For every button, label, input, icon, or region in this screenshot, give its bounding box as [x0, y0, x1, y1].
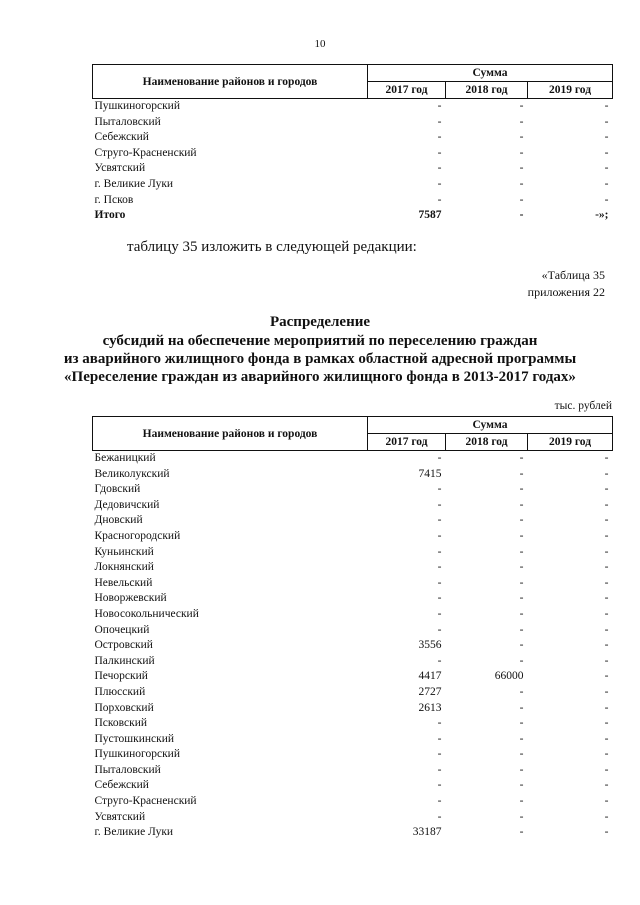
page-number: 10	[314, 38, 326, 50]
amount-2019: -	[604, 685, 609, 698]
header-name: Наименование районов и городов	[93, 65, 368, 99]
district-name: Себежский	[94, 779, 149, 792]
amount-2018: -	[519, 623, 524, 636]
district-name: Палкинский	[94, 654, 155, 667]
district-name: Струго-Красненский	[94, 795, 197, 808]
amount-2018: -	[519, 701, 524, 714]
amount-2019: -	[604, 826, 609, 839]
district-name: г. Великие Луки	[94, 177, 174, 190]
amount-2018: -	[519, 483, 524, 496]
table-row	[93, 623, 613, 639]
amount-2018: -	[519, 529, 524, 542]
amount-2019: -»;	[595, 209, 609, 222]
amount-2019: -	[604, 467, 609, 480]
table-row	[93, 763, 613, 779]
amount-2019: -	[604, 545, 609, 558]
amount-2018: -	[519, 452, 524, 464]
amendment-paragraph: таблицу 35 изложить в следующей редакции:	[127, 239, 417, 255]
table-row	[93, 146, 613, 162]
amount-2018: -	[519, 748, 524, 761]
amount-2017: -	[437, 576, 442, 589]
district-name: Порховский	[94, 701, 154, 714]
amount-2018: -	[519, 100, 524, 112]
amount-2019: -	[604, 592, 609, 605]
title-line: из аварийного жилищного фонда в рамках областной адресной программы	[63, 351, 577, 367]
district-name: Великолукский	[94, 467, 170, 480]
header-2018: 2018 год	[446, 434, 528, 451]
amount-2018: -	[519, 607, 524, 620]
header-2017: 2017 год	[368, 82, 446, 99]
table-row	[93, 560, 613, 576]
amount-2017: -	[437, 654, 442, 667]
title-line: «Переселение граждан из аварийного жилищного фонда в 2013-2017 годах»	[64, 369, 576, 385]
table-row	[93, 467, 613, 483]
table-row	[93, 529, 613, 545]
amount-2018: -	[519, 146, 524, 159]
amount-2018: 66000	[494, 670, 524, 683]
amount-2019: -	[604, 452, 609, 464]
amount-2019: -	[604, 639, 609, 652]
amount-2018: -	[519, 545, 524, 558]
district-name: Опочецкий	[94, 623, 150, 636]
amount-2018: -	[519, 467, 524, 480]
amount-2017: -	[437, 779, 442, 792]
district-name: Новосокольнический	[94, 607, 199, 620]
amount-2017: -	[437, 717, 442, 730]
amount-2017: -	[437, 592, 442, 605]
table-row	[93, 825, 613, 841]
amount-2018: -	[519, 177, 524, 190]
table-row	[93, 177, 613, 193]
amount-2019: -	[604, 483, 609, 496]
amount-2017: -	[437, 115, 442, 128]
table-row	[93, 638, 613, 654]
amount-2018: -	[519, 795, 524, 808]
amount-2019: -	[604, 576, 609, 589]
header-sum: Сумма	[368, 417, 613, 434]
district-name: Пыталовский	[94, 763, 161, 776]
district-name: Пустошкинский	[94, 732, 175, 745]
header-2018: 2018 год	[446, 82, 528, 99]
amount-2019: -	[604, 162, 609, 175]
amount-2018: -	[519, 826, 524, 839]
amount-2019: -	[604, 115, 609, 128]
district-name: Пушкиногорский	[94, 100, 180, 112]
district-name: Дедовичский	[94, 498, 160, 511]
table-row	[93, 513, 613, 529]
table-row	[93, 208, 613, 224]
district-name: Гдовский	[94, 483, 141, 496]
district-name: Усвятский	[94, 162, 146, 175]
amount-2017: -	[437, 131, 442, 144]
district-name: г. Псков	[94, 193, 134, 206]
amount-2017: -	[437, 146, 442, 159]
table-row	[93, 451, 613, 467]
district-name: Новоржевский	[94, 592, 167, 605]
table-row	[93, 794, 613, 810]
unit-label: тыс. рублей	[554, 400, 612, 412]
amount-2018: -	[519, 779, 524, 792]
district-name: Печорский	[94, 670, 148, 683]
district-name: Пыталовский	[94, 115, 161, 128]
district-name: Дновский	[94, 514, 143, 527]
table-row	[93, 747, 613, 763]
district-name: Островский	[94, 639, 153, 652]
table-row	[93, 732, 613, 748]
table-continuation	[92, 64, 613, 224]
header-2019: 2019 год	[528, 82, 613, 99]
amount-2019: -	[604, 529, 609, 542]
table-row	[93, 701, 613, 717]
amount-2018: -	[519, 131, 524, 144]
district-name: Красногородский	[94, 529, 181, 542]
district-name: г. Великие Луки	[94, 826, 174, 839]
table-row	[93, 607, 613, 623]
amount-2019: -	[604, 701, 609, 714]
amount-2017: -	[437, 732, 442, 745]
amount-2018: -	[519, 732, 524, 745]
table-row	[93, 115, 613, 131]
amount-2019: -	[604, 561, 609, 574]
amount-2017: 2613	[418, 701, 442, 714]
district-name: Итого	[94, 209, 126, 222]
amount-2017: -	[437, 545, 442, 558]
amount-2017: -	[437, 100, 442, 112]
amount-2018: -	[519, 514, 524, 527]
amount-2019: -	[604, 100, 609, 112]
table-row	[93, 654, 613, 670]
amount-2018: -	[519, 763, 524, 776]
district-name: Усвятский	[94, 810, 146, 823]
amount-2019: -	[604, 748, 609, 761]
district-name: Себежский	[94, 131, 149, 144]
district-name: Бежаницкий	[94, 452, 156, 464]
amount-2019: -	[604, 670, 609, 683]
district-name: Пушкиногорский	[94, 748, 180, 761]
table-reference: «Таблица 35	[541, 268, 605, 282]
amount-2017: -	[437, 162, 442, 175]
amount-2019: -	[604, 779, 609, 792]
amount-2019: -	[604, 193, 609, 206]
table-row	[93, 99, 613, 115]
amount-2019: -	[604, 654, 609, 667]
amount-2017: -	[437, 514, 442, 527]
amount-2017: -	[437, 529, 442, 542]
amount-2019: -	[604, 795, 609, 808]
header-2019: 2019 год	[528, 434, 613, 451]
appendix-reference: приложения 22	[527, 285, 605, 299]
amount-2017: -	[437, 193, 442, 206]
amount-2017: -	[437, 452, 442, 464]
amount-2017: 7415	[418, 467, 442, 480]
amount-2018: -	[519, 193, 524, 206]
amount-2019: -	[604, 732, 609, 745]
header-2017: 2017 год	[368, 434, 446, 451]
table-row	[93, 716, 613, 732]
amount-2017: -	[437, 498, 442, 511]
amount-2018: -	[519, 654, 524, 667]
table-row	[93, 591, 613, 607]
table-row	[93, 669, 613, 685]
district-name: Псковский	[94, 717, 148, 730]
table-row	[93, 545, 613, 561]
table-row	[93, 778, 613, 794]
amount-2018: -	[519, 209, 524, 222]
amount-2017: 3556	[418, 639, 442, 652]
table-row	[93, 685, 613, 701]
subsidy-table	[92, 416, 613, 841]
amount-2018: -	[519, 162, 524, 175]
amount-2018: -	[519, 592, 524, 605]
amount-2019: -	[604, 514, 609, 527]
amount-2018: -	[519, 639, 524, 652]
table-row	[93, 161, 613, 177]
title-line: субсидий на обеспечение мероприятий по переселению граждан	[102, 333, 538, 349]
amount-2017: -	[437, 561, 442, 574]
table-row	[93, 193, 613, 209]
amount-2017: -	[437, 483, 442, 496]
amount-2017: -	[437, 748, 442, 761]
amount-2019: -	[604, 763, 609, 776]
amount-2017: 4417	[418, 670, 442, 683]
amount-2018: -	[519, 576, 524, 589]
district-name: Струго-Красненский	[94, 146, 197, 159]
amount-2018: -	[519, 498, 524, 511]
table-row	[93, 498, 613, 514]
table-row	[93, 130, 613, 146]
table-row	[93, 810, 613, 826]
amount-2017: -	[437, 763, 442, 776]
amount-2019: -	[604, 607, 609, 620]
district-name: Невельский	[94, 576, 153, 589]
table-row	[93, 576, 613, 592]
amount-2017: -	[437, 607, 442, 620]
amount-2017: 33187	[412, 826, 442, 839]
amount-2018: -	[519, 810, 524, 823]
amount-2018: -	[519, 717, 524, 730]
amount-2017: -	[437, 177, 442, 190]
amount-2017: -	[437, 795, 442, 808]
title-line: Распределение	[269, 314, 371, 330]
amount-2017: 7587	[418, 209, 442, 222]
amount-2019: -	[604, 623, 609, 636]
amount-2018: -	[519, 561, 524, 574]
district-name: Куньинский	[94, 545, 154, 558]
header-name: Наименование районов и городов	[93, 417, 368, 451]
amount-2019: -	[604, 810, 609, 823]
amount-2019: -	[604, 131, 609, 144]
amount-2019: -	[604, 146, 609, 159]
amount-2019: -	[604, 177, 609, 190]
amount-2017: -	[437, 810, 442, 823]
amount-2018: -	[519, 115, 524, 128]
amount-2019: -	[604, 498, 609, 511]
header-sum: Сумма	[368, 65, 613, 82]
amount-2017: -	[437, 623, 442, 636]
district-name: Локнянский	[94, 561, 154, 574]
amount-2019: -	[604, 717, 609, 730]
table-row	[93, 482, 613, 498]
amount-2018: -	[519, 685, 524, 698]
district-name: Плюсский	[94, 685, 146, 698]
amount-2017: 2727	[418, 685, 442, 698]
